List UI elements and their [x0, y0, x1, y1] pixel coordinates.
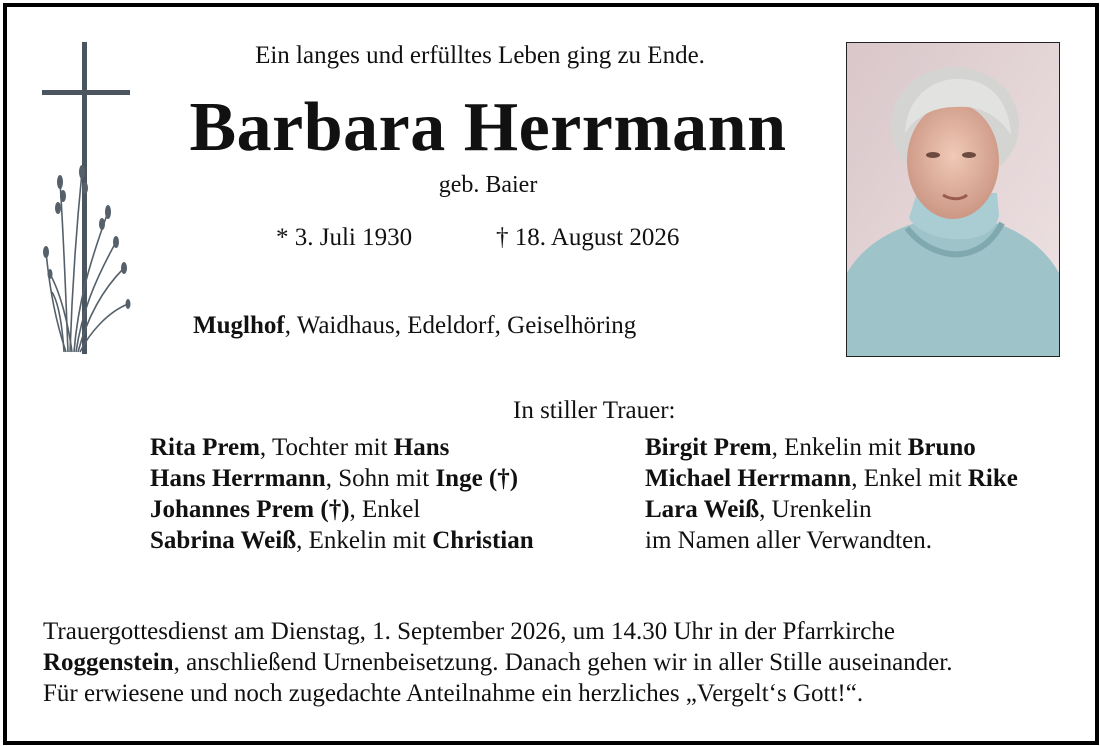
service-info [43, 616, 952, 678]
deceased-name: Barbara Herrmann [189, 89, 787, 166]
mourner-relation: , Enkelin mit [296, 527, 433, 554]
service-line-2 [43, 647, 952, 678]
maiden-name: geb. Baier [438, 172, 538, 198]
mourner-relation: , Sohn mit [325, 465, 436, 492]
places [193, 312, 636, 340]
service-line-2-rest: , anschließend Urnenbeisetzung. Danach gehen wir in aller Stille auseinander. [173, 649, 953, 676]
death-date: † 18. August 2026 [496, 224, 680, 251]
mourner-line [150, 432, 534, 463]
intro-text: Ein langes und erfülltes Leben ging zu Ende. [255, 42, 705, 69]
mourners-left-column [150, 432, 534, 556]
mourners-right-column [645, 432, 1018, 556]
mourner-relation: , Enkelin mit [771, 434, 908, 461]
mourner-partner: Inge (†) [435, 465, 519, 492]
mourner-name: Sabrina Weiß [150, 527, 297, 554]
mourner-partner: Rike [967, 465, 1018, 492]
thanks-text: Für erwiesene und noch zugedachte Anteilnahme ein herzliches „Vergelt‘s Gott!“. [43, 680, 864, 707]
mourner-partner: Christian [432, 527, 534, 554]
mourner-name: Rita Prem [150, 434, 260, 461]
place-main: Muglhof [193, 312, 285, 339]
mourner-line [150, 525, 534, 556]
mourner-line [645, 432, 1018, 463]
mourner-relation: , Urenkelin [759, 496, 872, 523]
mourner-line [645, 494, 1018, 525]
place-rest: , Waidhaus, Edeldorf, Geiselhöring [284, 312, 637, 339]
mourner-name: Johannes Prem (†) [150, 496, 350, 523]
service-line-1: Trauergottesdienst am Dienstag, 1. September 2026, um 14.30 Uhr in der Pfarrkirche [43, 618, 895, 645]
mourner-name: Hans Herrmann [150, 465, 326, 492]
relatives-note: im Namen aller Verwandten. [645, 527, 932, 554]
mourner-partner: Hans [393, 434, 450, 461]
mourner-relation: , Enkel [349, 496, 421, 523]
mourner-line [150, 494, 534, 525]
mourner-name: Michael Herrmann [645, 465, 852, 492]
mourner-relation: , Enkel mit [851, 465, 968, 492]
mourner-line [645, 463, 1018, 494]
mourner-line [150, 463, 534, 494]
portrait-photo [846, 42, 1060, 357]
birth-date: * 3. Juli 1930 [276, 224, 413, 251]
service-place: Roggenstein [43, 649, 174, 676]
mourner-name: Birgit Prem [645, 434, 772, 461]
mourner-line [645, 525, 1018, 556]
mourner-name: Lara Weiß [645, 496, 760, 523]
mourner-partner: Bruno [907, 434, 976, 461]
mourning-intro: In stiller Trauer: [513, 397, 676, 424]
mourner-relation: , Tochter mit [259, 434, 394, 461]
